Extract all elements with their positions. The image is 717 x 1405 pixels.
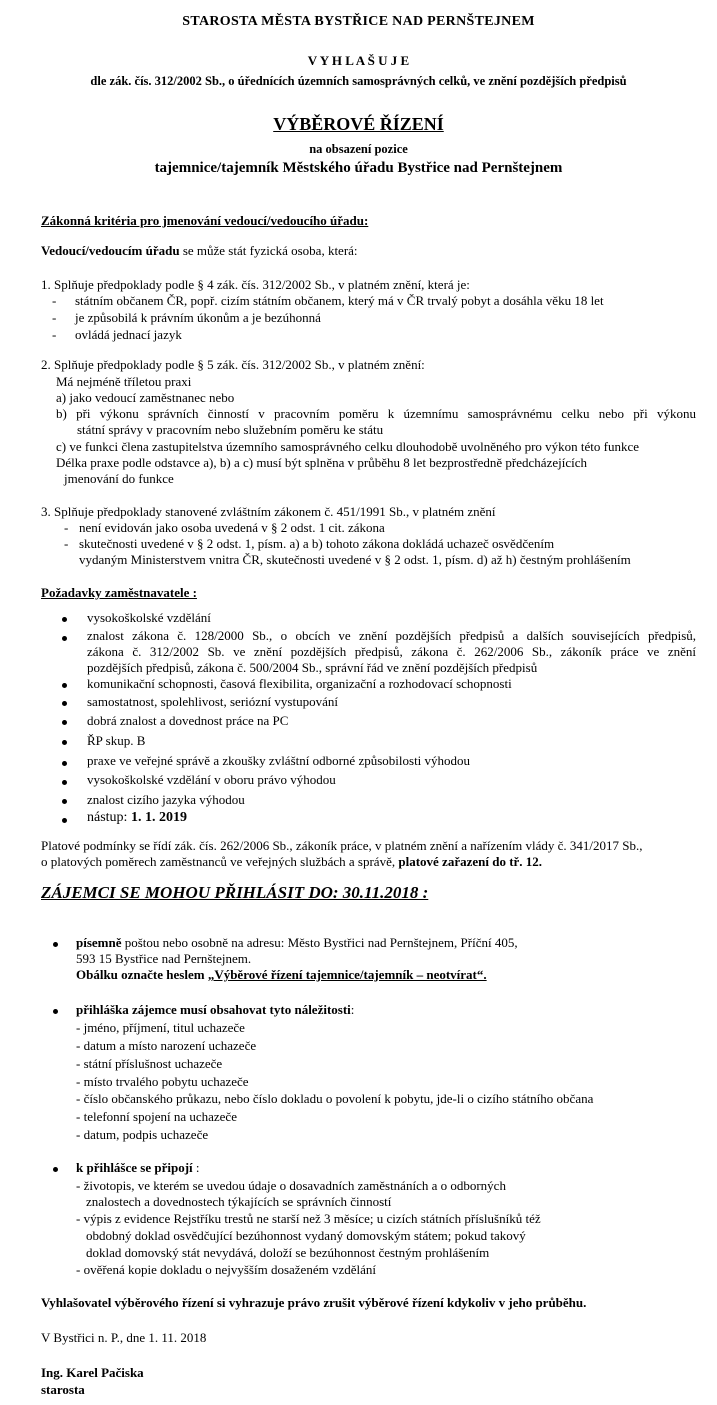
requirement-item: ŘP skup. B: [87, 733, 146, 748]
dash: -: [52, 293, 57, 308]
section-2-note: Délka praxe podle odstavce a), b) a c) musí být splněna v průběhu 8 let bezprostředně předcházejících: [56, 455, 587, 470]
bullet: [62, 740, 67, 745]
section-1-item: je způsobilá k právním úkonům a je bezúhonná: [75, 310, 321, 325]
legal-basis: dle zák. čís. 312/2002 Sb., o úřednících územních samosprávných celků, ve znění pozdějších předpisů: [90, 74, 627, 88]
requirement-item: samostatnost, spolehlivost, seriózní vystupování: [87, 694, 338, 709]
criteria-heading: Zákonná kritéria pro jmenování vedoucí/vedoucího úřadu:: [41, 213, 369, 228]
section-2-note-cont: jmenování do funkce: [64, 471, 174, 486]
bullet: [62, 636, 67, 641]
envelope-note: Obálku označte heslem „Výběrové řízení tajemnice/tajemník – neotvírat“.: [76, 967, 487, 982]
requirement-item: vysokoškolské vzdělání: [87, 610, 211, 625]
requirement-item: dobrá znalost a dovednost práce na PC: [87, 713, 289, 728]
signer-role: starosta: [41, 1382, 85, 1397]
requirement-item-cont: zákona č. 312/2002 Sb. ve znění pozdějších předpisů, zákona č. 262/2006 Sb., zákoník práce ve znění: [87, 644, 696, 659]
criteria-intro: Vedoucí/vedoucím úřadu se může stát fyzická osoba, která:: [41, 243, 358, 258]
position-title: tajemnice/tajemník Městského úřadu Bystřice nad Pernštejnem: [154, 160, 563, 176]
requirements-heading: Požadavky zaměstnavatele :: [41, 585, 197, 600]
requirement-item: komunikační schopnosti, časová flexibilita, organizační a rozhodovací schopnosti: [87, 676, 512, 691]
attachment-item-cont: obdobný doklad osvědčující bezúhonnost vydaný domovským státem; pokud takový: [86, 1228, 526, 1243]
section-1-item: ovládá jednací jazyk: [75, 327, 182, 342]
section-1-item: státním občanem ČR, popř. cizím státním občanem, který má v ČR trvalý pobyt a dosáhla věku 18 let: [75, 293, 604, 308]
bullet: [62, 761, 67, 766]
section-3-item: není evidován jako osoba uvedená v § 2 odst. 1 cit. zákona: [79, 520, 385, 535]
section-2-b: b) při výkonu správních činností v pracovním poměru k územnímu samosprávnému celku nebo při výkonu: [56, 406, 696, 421]
place-date: V Bystřici n. P., dne 1. 11. 2018: [41, 1330, 207, 1345]
section-2-a: a) jako vedoucí zaměstnanec nebo: [56, 390, 235, 405]
section-3-item: skutečnosti uvedené v § 2 odst. 1, písm. a) a b) tohoto zákona dokládá uchazeč osvědčením: [79, 536, 555, 551]
salary-conditions: Platové podmínky se řídí zák. čís. 262/2006 Sb., zákoník práce, v platném znění a nařízením vlády č. 341/2017 Sb.,: [41, 838, 643, 853]
bullet: [62, 683, 67, 688]
requirement-item-cont: pozdějších předpisů, zákona č. 500/2004 Sb., správní řád ve znění pozdějších předpisů: [87, 660, 538, 675]
bullet: [62, 720, 67, 725]
attachment-item-cont: doklad domovský stát nevydává, doloží se bezúhonnost čestným prohlášením: [86, 1245, 490, 1260]
application-contents-item: - státní příslušnost uchazeče: [76, 1056, 223, 1071]
section-1-title: 1. Splňuje předpoklady podle § 4 zák. čís. 312/2002 Sb., v platném znění, která je:: [41, 277, 470, 292]
submission-method: písemně poštou nebo osobně na adresu: Město Bystřici nad Pernštejnem, Příční 405,: [76, 935, 518, 950]
attachment-item: - životopis, ve kterém se uvedou údaje o dosavadních zaměstnáních a o odborných: [76, 1178, 506, 1193]
application-contents-item: - jméno, příjmení, titul uchazeče: [76, 1020, 245, 1035]
bullet: [62, 617, 67, 622]
subtitle: na obsazení pozice: [309, 142, 408, 156]
authority-heading: STAROSTA MĚSTA BYSTŘICE NAD PERNŠTEJNEM: [182, 14, 535, 29]
attachment-item-cont: znalostech a dovednostech týkajících se správních činností: [86, 1194, 392, 1209]
dash: -: [64, 520, 69, 535]
application-contents-item: - místo trvalého pobytu uchazeče: [76, 1074, 249, 1089]
application-contents-item: - číslo občanského průkazu, nebo číslo dokladu o povolení k pobytu, jde-li o cizího státního občana: [76, 1091, 594, 1106]
application-contents-item: - datum a místo narození uchazeče: [76, 1038, 257, 1053]
submission-address: 593 15 Bystřice nad Pernštejnem.: [76, 951, 252, 966]
section-2-b-cont: státní správy v pracovním nebo služebním poměru ke státu: [77, 422, 384, 437]
bullet: [53, 1009, 58, 1014]
bullet: [62, 780, 67, 785]
application-contents-item: - datum, podpis uchazeče: [76, 1127, 209, 1142]
application-contents-heading: přihláška zájemce musí obsahovat tyto náležitosti:: [76, 1002, 355, 1017]
bullet: [53, 942, 58, 947]
application-contents-item: - telefonní spojení na uchazeče: [76, 1109, 237, 1124]
announces-heading: V Y H L A Š U J E: [307, 53, 410, 68]
application-deadline: ZÁJEMCI SE MOHOU PŘIHLÁSIT DO: 30.11.2018 :: [41, 883, 429, 902]
page-title: VÝBĚROVÉ ŘÍZENÍ: [273, 114, 444, 134]
section-3-title: 3. Splňuje předpoklady stanovené zvláštním zákonem č. 451/1991 Sb., v platném znění: [41, 504, 496, 519]
salary-conditions-cont: o platových poměrech zaměstnanců ve veřejných službách a správě, platové zařazení do tř. 12.: [41, 854, 543, 869]
requirement-item: znalost cizího jazyka výhodou: [87, 792, 245, 807]
dash: -: [64, 536, 69, 551]
reservation-note: Vyhlašovatel výběrového řízení si vyhrazuje právo zrušit výběrové řízení kdykoliv v jeho průběhu.: [41, 1295, 587, 1310]
dash: -: [52, 310, 57, 325]
section-2-min-practice: Má nejméně tříletou praxi: [56, 374, 192, 389]
attachment-item: - ověřená kopie dokladu o nejvyšším dosaženém vzdělání: [76, 1262, 376, 1277]
signer-name: Ing. Karel Pačiska: [41, 1365, 144, 1380]
bullet: [62, 799, 67, 804]
start-date: nástup: 1. 1. 2019: [87, 810, 187, 825]
requirement-item: praxe ve veřejné správě a zkoušky zvláštní odborné způsobilosti výhodou: [87, 753, 471, 768]
attachments-heading: k přihlášce se připojí :: [76, 1160, 200, 1175]
section-2-c: c) ve funkci člena zastupitelstva územního samosprávného celku dlouhodobě uvolněného pro výkon této funkce: [56, 439, 640, 454]
bullet: [53, 1167, 58, 1172]
section-3-item-cont: vydaným Ministerstvem vnitra ČR, skutečnosti uvedené v § 2 odst. 1, písm. d) až h) čestným prohlášením: [79, 552, 631, 567]
section-2-title: 2. Splňuje předpoklady podle § 5 zák. čís. 312/2002 Sb., v platném znění:: [41, 357, 425, 372]
bullet: [62, 701, 67, 706]
dash: -: [52, 327, 57, 342]
attachment-item: - výpis z evidence Rejstříku trestů ne starší než 3 měsíce; u cizích státních příslušníků též: [76, 1211, 541, 1226]
requirement-item: vysokoškolské vzdělání v oboru právo výhodou: [87, 772, 336, 787]
requirement-item: znalost zákona č. 128/2000 Sb., o obcích ve znění pozdějších předpisů a dalších souvisejících předpisů,: [87, 628, 696, 643]
bullet: [62, 818, 67, 823]
